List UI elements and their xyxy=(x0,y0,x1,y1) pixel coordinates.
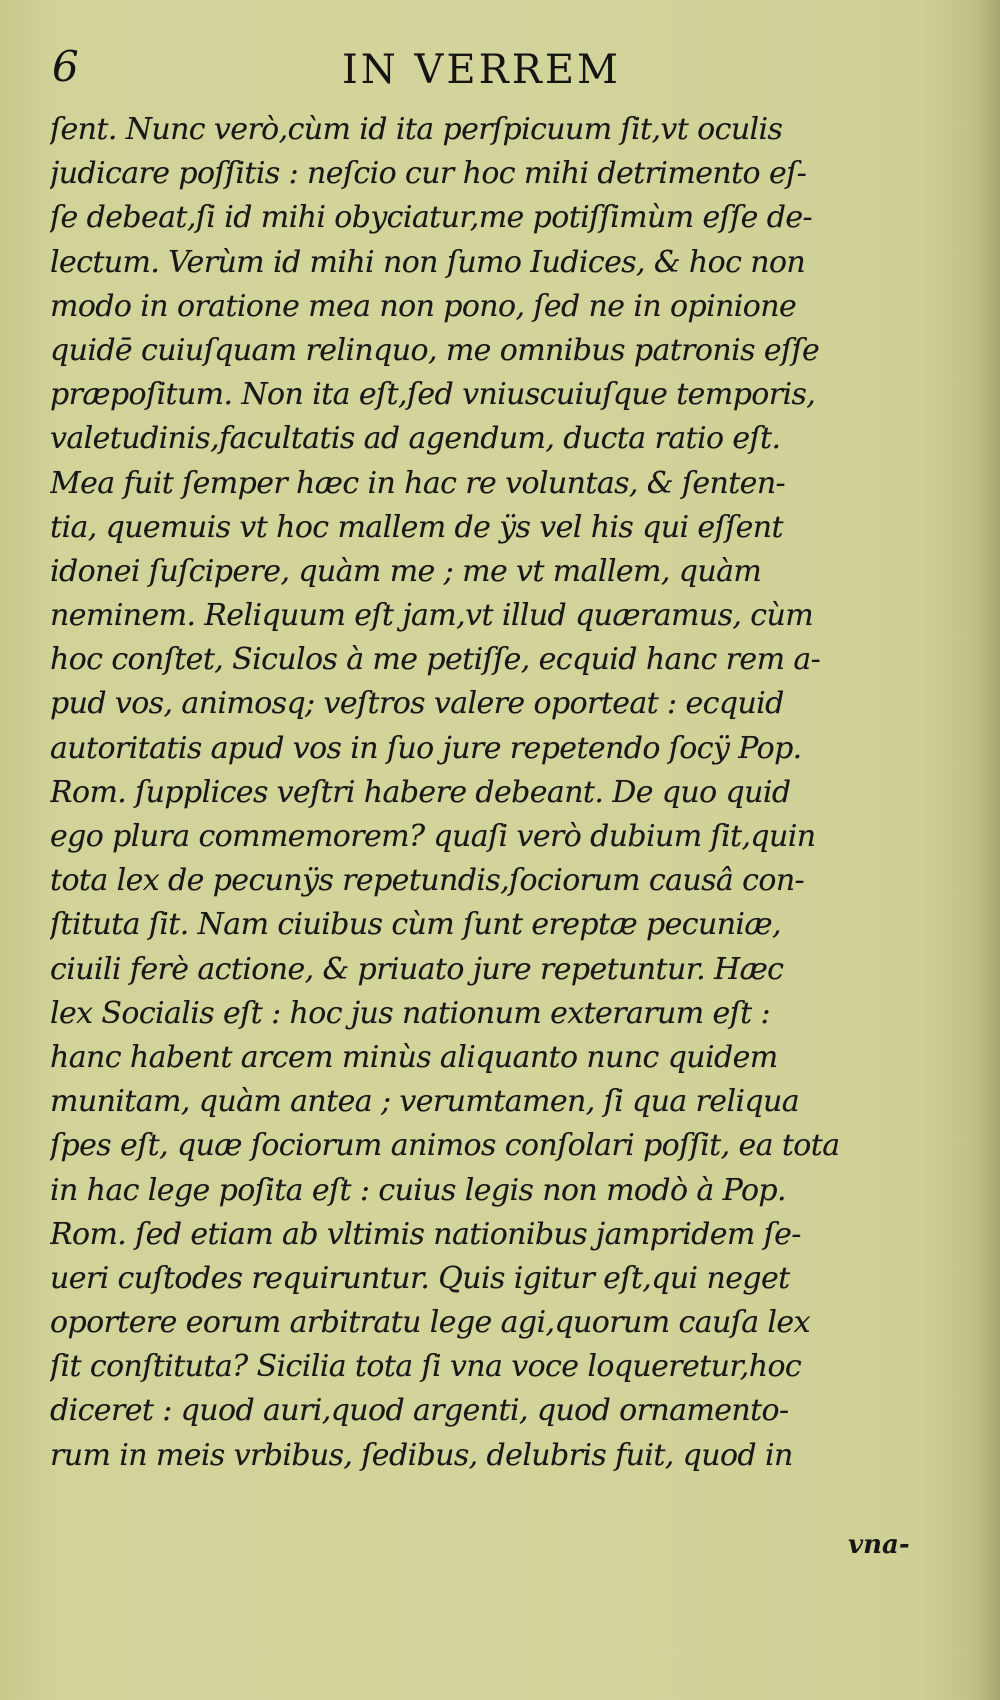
text-line: munitam, quàm antea ; verumtamen, ſi qua reliqua xyxy=(50,1084,800,1120)
text-line: tia, quemuis vt hoc mallem de ÿs vel his qui eſſent xyxy=(50,509,783,545)
text-line: hoc conſtet, Siculos à me petiſſe, ecquid hanc rem a- xyxy=(50,642,821,678)
catchword: vna- xyxy=(848,1530,910,1560)
text-line: præpoſitum. Non ita eſt,ſed vniuscuiuſque temporis, xyxy=(50,377,816,413)
text-line: pud vos, animosq; veſtros valere oporteat : ecquid xyxy=(50,686,784,722)
text-line: valetudinis,facultatis ad agendum, ducta ratio eſt. xyxy=(50,421,781,457)
text-line: ego plura commemorem? quaſi verò dubium ſit,quin xyxy=(50,819,816,854)
body-text xyxy=(50,108,950,1478)
text-line: ueri cuſtodes requiruntur. Quis igitur eſt,qui neget xyxy=(50,1260,790,1296)
page-edge-shadow xyxy=(978,0,1000,1700)
text-line: diceret : quod auri,quod argenti, quod ornamento- xyxy=(50,1393,789,1429)
running-title: IN VERREM xyxy=(342,47,621,93)
text-line: Rom. ſupplices veſtri habere debeant. De quo quid xyxy=(50,774,791,810)
text-line: ſe debeat,ſi id mihi obyciatur,me potiſſimùm eſſe de- xyxy=(50,200,813,236)
text-line: modo in oratione mea non pono, ſed ne in opinione xyxy=(50,288,797,324)
text-line: ſent. Nunc verò,cùm id ita perſpicuum ſit,vt oculis xyxy=(50,112,783,147)
text-line: ciuili ferè actione, & priuato jure repetuntur. Hæc xyxy=(50,951,784,987)
text-line: tota lex de pecunÿs repetundis,ſociorum causâ con- xyxy=(50,863,805,899)
text-line: quidē cuiuſquam relinquo, me omnibus patronis eſſe xyxy=(50,332,820,368)
text-line: ſtituta ſit. Nam ciuibus cùm ſunt ereptæ pecuniæ, xyxy=(50,907,781,943)
text-line: hanc habent arcem minùs aliquanto nunc quidem xyxy=(50,1039,778,1075)
text-line: rum in meis vrbibus, ſedibus, delubris fuit, quod in xyxy=(50,1437,793,1473)
text-line: oportere eorum arbitratu lege agi,quorum cauſa lex xyxy=(50,1305,810,1341)
text-line: neminem. Reliquum eſt jam,vt illud quæramus, cùm xyxy=(50,598,814,634)
page-number: 6 xyxy=(52,42,79,91)
text-line: lectum. Verùm id mihi non ſumo Iudices, & hoc non xyxy=(50,244,806,280)
text-line: judicare poſſitis : neſcio cur hoc mihi detrimento eſ- xyxy=(50,156,807,192)
text-line: ſpes eſt, quæ ſociorum animos conſolari poſſit, ea tota xyxy=(50,1128,840,1164)
text-line: Mea fuit ſemper hæc in hac re voluntas, & ſenten- xyxy=(50,465,786,501)
text-line: in hac lege poſita eſt : cuius legis non modò à Pop. xyxy=(50,1172,786,1208)
text-line: lex Socialis eſt : hoc jus nationum exterarum eſt : xyxy=(50,995,771,1031)
text-line: ſit conſtituta? Sicilia tota ſi vna voce loqueretur,hoc xyxy=(50,1349,802,1385)
text-line: idonei ſuſcipere, quàm me ; me vt mallem, quàm xyxy=(50,553,762,589)
page-header xyxy=(52,44,952,106)
text-line: autoritatis apud vos in ſuo jure repetendo ſocÿ Pop. xyxy=(50,730,802,766)
text-line: Rom. ſed etiam ab vltimis nationibus jampridem ſe- xyxy=(50,1216,801,1252)
